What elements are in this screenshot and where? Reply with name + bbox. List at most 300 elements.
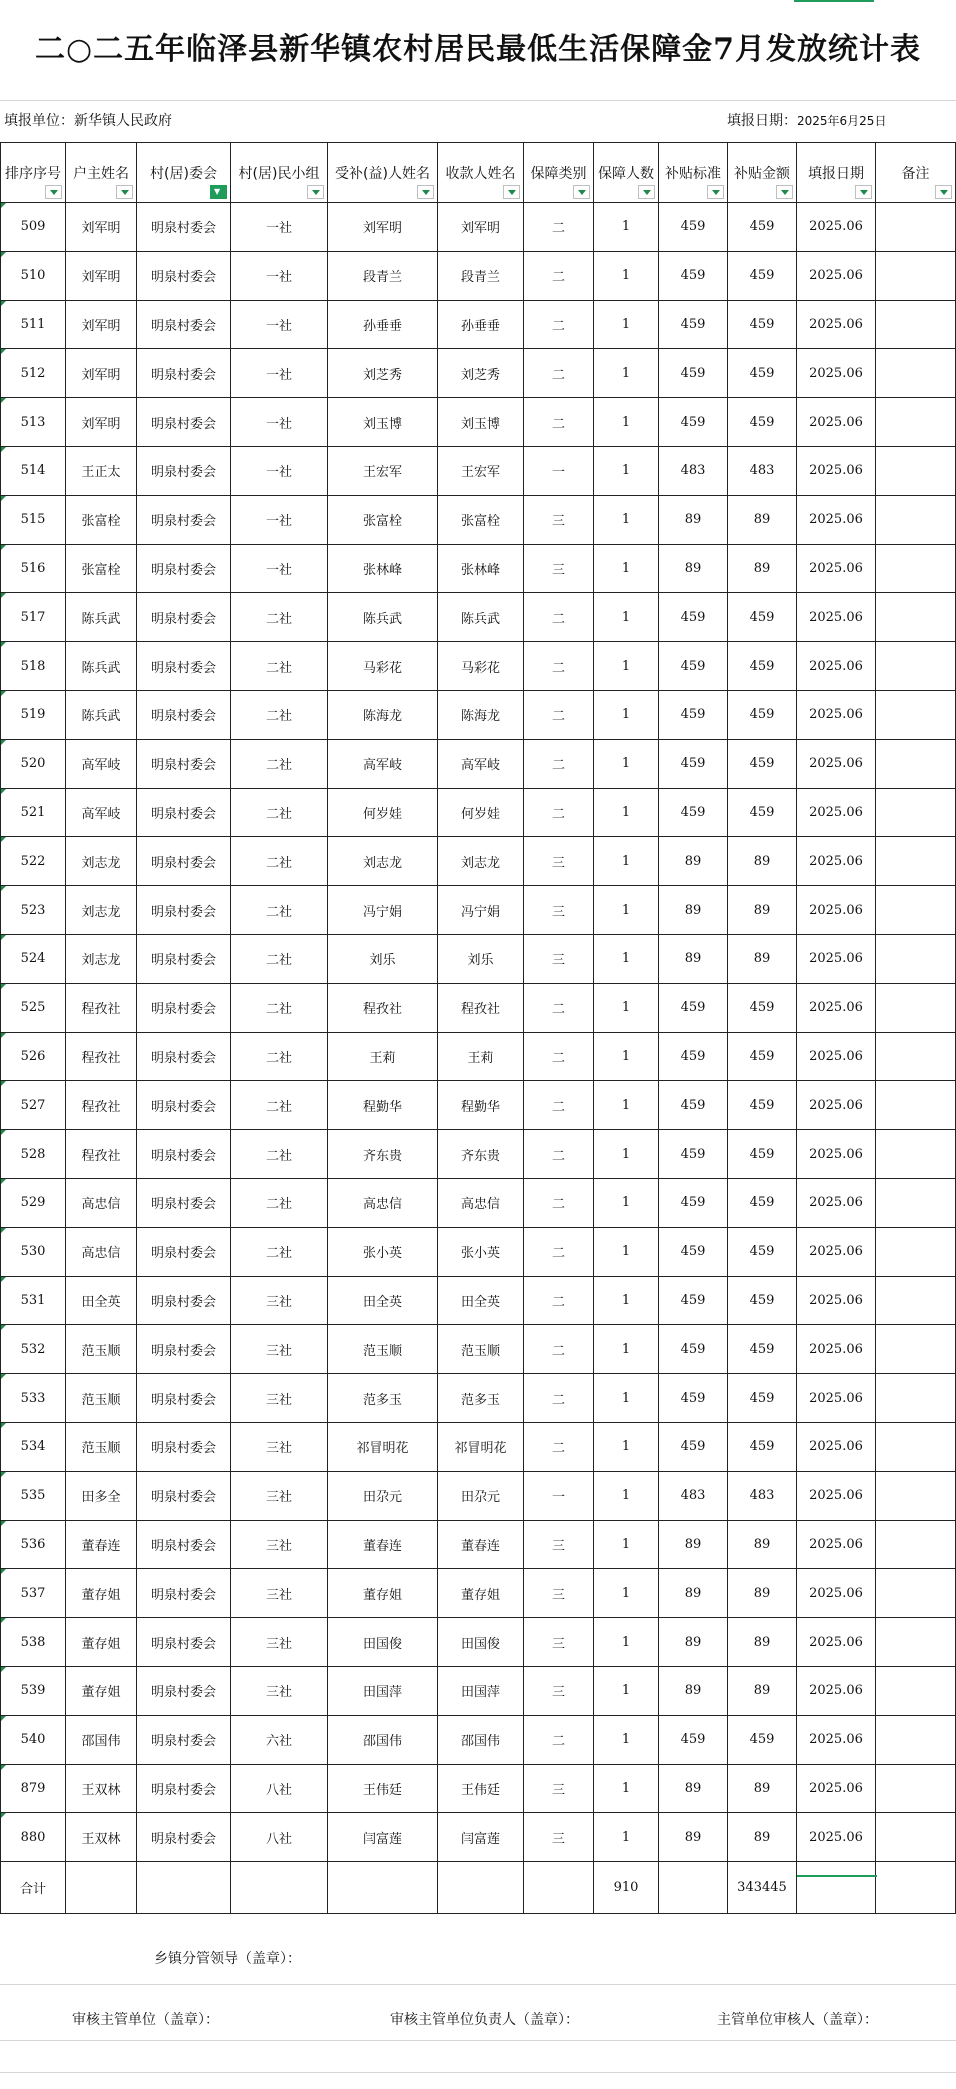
table-cell[interactable]: 明泉村委会	[137, 1227, 231, 1276]
table-cell[interactable]: 2025.06	[797, 1276, 876, 1325]
table-cell[interactable]: 1	[594, 398, 659, 447]
table-cell[interactable]: 田国萍	[438, 1666, 524, 1715]
table-cell[interactable]: 459	[659, 251, 728, 300]
table-cell[interactable]: 三	[524, 495, 594, 544]
dropdown-filter-icon[interactable]	[45, 185, 62, 199]
dropdown-filter-icon[interactable]	[307, 185, 324, 199]
table-cell[interactable]: 459	[728, 1227, 797, 1276]
table-cell[interactable]: 1	[594, 1813, 659, 1862]
table-cell[interactable]: 2025.06	[797, 1813, 876, 1862]
table-cell[interactable]: 明泉村委会	[137, 1032, 231, 1081]
table-cell[interactable]	[876, 983, 956, 1032]
summary-amount[interactable]: 343445	[728, 1862, 797, 1914]
table-cell[interactable]: 三社	[231, 1374, 328, 1423]
table-cell[interactable]: 1	[594, 1471, 659, 1520]
column-header[interactable]	[137, 143, 231, 203]
table-cell[interactable]: 明泉村委会	[137, 1178, 231, 1227]
table-cell[interactable]: 三	[524, 544, 594, 593]
table-cell[interactable]: 2025.06	[797, 544, 876, 593]
table-cell[interactable]: 王双林	[66, 1764, 137, 1813]
table-cell[interactable]: 2025.06	[797, 1374, 876, 1423]
column-header[interactable]	[524, 143, 594, 203]
table-cell[interactable]: 1	[594, 788, 659, 837]
table-cell[interactable]	[876, 398, 956, 447]
table-cell[interactable]: 89	[659, 495, 728, 544]
table-cell[interactable]: 1	[594, 690, 659, 739]
table-cell[interactable]: 董存姐	[66, 1618, 137, 1667]
table-cell[interactable]: 483	[728, 446, 797, 495]
table-cell[interactable]: 段青兰	[438, 251, 524, 300]
table-cell[interactable]	[876, 1422, 956, 1471]
table-cell[interactable]: 二社	[231, 739, 328, 788]
table-cell[interactable]	[876, 1813, 956, 1862]
table-cell[interactable]	[876, 837, 956, 886]
table-cell[interactable]: 二	[524, 349, 594, 398]
table-cell[interactable]: 2025.06	[797, 788, 876, 837]
table-cell[interactable]: 2025.06	[797, 300, 876, 349]
table-cell[interactable]: 459	[728, 739, 797, 788]
table-cell[interactable]: 2025.06	[797, 1618, 876, 1667]
table-cell[interactable]: 518	[1, 642, 66, 691]
table-cell[interactable]: 陈兵武	[438, 593, 524, 642]
table-cell[interactable]: 459	[659, 1227, 728, 1276]
table-cell[interactable]: 范玉顺	[438, 1325, 524, 1374]
table-cell[interactable]: 程孜社	[328, 983, 438, 1032]
table-cell[interactable]: 524	[1, 934, 66, 983]
table-cell[interactable]: 2025.06	[797, 1520, 876, 1569]
table-cell[interactable]: 459	[728, 1130, 797, 1179]
table-cell[interactable]: 89	[728, 544, 797, 593]
table-cell[interactable]	[876, 544, 956, 593]
table-cell[interactable]: 2025.06	[797, 1130, 876, 1179]
table-cell[interactable]: 范玉顺	[66, 1325, 137, 1374]
table-cell[interactable]: 张林峰	[328, 544, 438, 593]
table-cell[interactable]: 刘玉博	[328, 398, 438, 447]
table-cell[interactable]: 一社	[231, 349, 328, 398]
table-cell[interactable]: 明泉村委会	[137, 1471, 231, 1520]
table-cell[interactable]: 89	[659, 1520, 728, 1569]
table-cell[interactable]	[876, 1032, 956, 1081]
dropdown-filter-icon[interactable]	[707, 185, 724, 199]
table-cell[interactable]: 刘乐	[328, 934, 438, 983]
table-cell[interactable]: 89	[659, 1813, 728, 1862]
table-cell[interactable]: 89	[728, 1666, 797, 1715]
table-cell[interactable]: 二	[524, 1032, 594, 1081]
table-cell[interactable]: 陈兵武	[328, 593, 438, 642]
table-cell[interactable]: 刘芝秀	[438, 349, 524, 398]
table-cell[interactable]: 程孜社	[66, 1032, 137, 1081]
table-cell[interactable]: 459	[659, 739, 728, 788]
table-cell[interactable]: 459	[728, 593, 797, 642]
table-cell[interactable]: 三社	[231, 1276, 328, 1325]
table-cell[interactable]: 程孜社	[66, 1081, 137, 1130]
table-cell[interactable]: 二	[524, 1325, 594, 1374]
table-cell[interactable]: 2025.06	[797, 446, 876, 495]
table-cell[interactable]: 闫富莲	[438, 1813, 524, 1862]
table-cell[interactable]: 一社	[231, 544, 328, 593]
table-cell[interactable]: 459	[659, 1276, 728, 1325]
table-cell[interactable]: 89	[659, 886, 728, 935]
table-cell[interactable]: 一社	[231, 203, 328, 252]
table-cell[interactable]: 509	[1, 203, 66, 252]
table-cell[interactable]: 459	[728, 642, 797, 691]
table-cell[interactable]: 2025.06	[797, 593, 876, 642]
table-cell[interactable]: 459	[659, 398, 728, 447]
table-cell[interactable]: 三	[524, 1813, 594, 1862]
table-cell[interactable]: 董春连	[328, 1520, 438, 1569]
table-cell[interactable]: 537	[1, 1569, 66, 1618]
table-cell[interactable]	[876, 593, 956, 642]
table-cell[interactable]: 529	[1, 1178, 66, 1227]
table-cell[interactable]: 董存姐	[438, 1569, 524, 1618]
table-cell[interactable]: 1	[594, 495, 659, 544]
table-cell[interactable]: 二	[524, 251, 594, 300]
table-cell[interactable]: 明泉村委会	[137, 788, 231, 837]
table-cell[interactable]: 521	[1, 788, 66, 837]
table-cell[interactable]: 525	[1, 983, 66, 1032]
table-cell[interactable]: 刘军明	[438, 203, 524, 252]
table-cell[interactable]: 三社	[231, 1618, 328, 1667]
table-cell[interactable]: 程孜社	[66, 983, 137, 1032]
table-cell[interactable]: 89	[659, 1618, 728, 1667]
table-cell[interactable]: 526	[1, 1032, 66, 1081]
column-header[interactable]	[328, 143, 438, 203]
table-cell[interactable]: 89	[659, 1569, 728, 1618]
table-cell[interactable]: 459	[728, 1325, 797, 1374]
table-cell[interactable]: 邵国伟	[66, 1715, 137, 1764]
table-cell[interactable]: 高忠信	[66, 1227, 137, 1276]
table-cell[interactable]: 二社	[231, 1032, 328, 1081]
column-header[interactable]	[231, 143, 328, 203]
table-cell[interactable]: 明泉村委会	[137, 1520, 231, 1569]
table-cell[interactable]: 陈兵武	[66, 690, 137, 739]
table-cell[interactable]: 田尕元	[328, 1471, 438, 1520]
table-cell[interactable]: 2025.06	[797, 1032, 876, 1081]
table-cell[interactable]: 高军岐	[66, 788, 137, 837]
table-cell[interactable]: 2025.06	[797, 1471, 876, 1520]
table-cell[interactable]: 祁冒明花	[438, 1422, 524, 1471]
table-cell[interactable]	[876, 495, 956, 544]
table-cell[interactable]: 陈兵武	[66, 642, 137, 691]
table-cell[interactable]: 邵国伟	[438, 1715, 524, 1764]
table-cell[interactable]: 2025.06	[797, 1764, 876, 1813]
table-cell[interactable]: 高忠信	[328, 1178, 438, 1227]
table-cell[interactable]: 1	[594, 203, 659, 252]
table-cell[interactable]: 520	[1, 739, 66, 788]
column-header[interactable]	[1, 143, 66, 203]
table-cell[interactable]: 89	[728, 495, 797, 544]
table-cell[interactable]: 田全英	[328, 1276, 438, 1325]
table-cell[interactable]	[876, 1130, 956, 1179]
table-cell[interactable]: 2025.06	[797, 1715, 876, 1764]
table-cell[interactable]: 459	[728, 690, 797, 739]
table-cell[interactable]: 明泉村委会	[137, 1276, 231, 1325]
table-cell[interactable]: 535	[1, 1471, 66, 1520]
table-cell[interactable]: 1	[594, 1227, 659, 1276]
table-cell[interactable]: 明泉村委会	[137, 1569, 231, 1618]
table-cell[interactable]: 祁冒明花	[328, 1422, 438, 1471]
table-cell[interactable]: 459	[728, 300, 797, 349]
table-cell[interactable]: 89	[728, 837, 797, 886]
table-cell[interactable]: 2025.06	[797, 837, 876, 886]
table-cell[interactable]: 陈海龙	[438, 690, 524, 739]
table-cell[interactable]: 闫富莲	[328, 1813, 438, 1862]
table-cell[interactable]: 二	[524, 203, 594, 252]
table-cell[interactable]: 明泉村委会	[137, 1374, 231, 1423]
dropdown-filter-icon[interactable]	[573, 185, 590, 199]
dropdown-filter-icon[interactable]	[935, 185, 952, 199]
table-cell[interactable]: 二	[524, 690, 594, 739]
table-cell[interactable]: 539	[1, 1666, 66, 1715]
table-cell[interactable]: 1	[594, 1081, 659, 1130]
table-cell[interactable]: 孙垂垂	[438, 300, 524, 349]
table-cell[interactable]: 530	[1, 1227, 66, 1276]
table-cell[interactable]: 459	[728, 349, 797, 398]
table-cell[interactable]: 二	[524, 1715, 594, 1764]
table-cell[interactable]: 王宏军	[438, 446, 524, 495]
table-cell[interactable]: 高忠信	[66, 1178, 137, 1227]
table-cell[interactable]: 二社	[231, 1178, 328, 1227]
table-cell[interactable]: 明泉村委会	[137, 1618, 231, 1667]
table-cell[interactable]: 89	[728, 1520, 797, 1569]
table-cell[interactable]: 马彩花	[438, 642, 524, 691]
table-cell[interactable]: 三社	[231, 1422, 328, 1471]
table-cell[interactable]: 89	[728, 934, 797, 983]
table-cell[interactable]: 519	[1, 690, 66, 739]
table-cell[interactable]: 2025.06	[797, 1178, 876, 1227]
table-cell[interactable]: 刘玉博	[438, 398, 524, 447]
table-cell[interactable]: 明泉村委会	[137, 1130, 231, 1179]
table-cell[interactable]: 89	[659, 1764, 728, 1813]
table-cell[interactable]: 89	[728, 1569, 797, 1618]
table-cell[interactable]: 2025.06	[797, 1081, 876, 1130]
dropdown-filter-icon[interactable]	[116, 185, 133, 199]
table-cell[interactable]: 1	[594, 1666, 659, 1715]
table-cell[interactable]: 明泉村委会	[137, 251, 231, 300]
table-cell[interactable]: 程孜社	[438, 983, 524, 1032]
table-cell[interactable]: 2025.06	[797, 1422, 876, 1471]
table-cell[interactable]: 明泉村委会	[137, 593, 231, 642]
column-header[interactable]	[659, 143, 728, 203]
table-cell[interactable]: 程勤华	[438, 1081, 524, 1130]
table-cell[interactable]: 89	[728, 886, 797, 935]
table-cell[interactable]: 483	[659, 1471, 728, 1520]
table-cell[interactable]: 2025.06	[797, 495, 876, 544]
table-cell[interactable]: 范多玉	[328, 1374, 438, 1423]
table-cell[interactable]: 2025.06	[797, 203, 876, 252]
table-cell[interactable]: 高军岐	[66, 739, 137, 788]
table-cell[interactable]: 1	[594, 446, 659, 495]
table-cell[interactable]: 459	[728, 1374, 797, 1423]
table-cell[interactable]: 董春连	[438, 1520, 524, 1569]
table-cell[interactable]: 515	[1, 495, 66, 544]
table-cell[interactable]	[876, 739, 956, 788]
table-cell[interactable]: 二	[524, 739, 594, 788]
table-cell[interactable]: 刘志龙	[66, 837, 137, 886]
table-cell[interactable]: 513	[1, 398, 66, 447]
table-cell[interactable]: 张富栓	[328, 495, 438, 544]
table-cell[interactable]: 董存姐	[66, 1666, 137, 1715]
table-cell[interactable]: 1	[594, 739, 659, 788]
table-cell[interactable]: 528	[1, 1130, 66, 1179]
table-cell[interactable]: 明泉村委会	[137, 1422, 231, 1471]
table-cell[interactable]: 89	[659, 544, 728, 593]
dropdown-filter-icon[interactable]	[855, 185, 872, 199]
table-cell[interactable]: 511	[1, 300, 66, 349]
table-cell[interactable]: 459	[659, 1374, 728, 1423]
table-cell[interactable]	[876, 1569, 956, 1618]
table-cell[interactable]	[876, 690, 956, 739]
table-cell[interactable]: 459	[728, 788, 797, 837]
table-cell[interactable]	[876, 251, 956, 300]
table-cell[interactable]: 2025.06	[797, 642, 876, 691]
table-cell[interactable]: 二社	[231, 837, 328, 886]
table-cell[interactable]: 董存姐	[328, 1569, 438, 1618]
table-cell[interactable]: 二	[524, 1227, 594, 1276]
table-cell[interactable]: 高忠信	[438, 1178, 524, 1227]
table-cell[interactable]: 510	[1, 251, 66, 300]
table-cell[interactable]: 1	[594, 1569, 659, 1618]
table-cell[interactable]: 1	[594, 1178, 659, 1227]
table-cell[interactable]: 1	[594, 544, 659, 593]
table-cell[interactable]: 533	[1, 1374, 66, 1423]
table-cell[interactable]: 459	[728, 251, 797, 300]
table-cell[interactable]: 高军岐	[328, 739, 438, 788]
table-cell[interactable]	[876, 886, 956, 935]
table-cell[interactable]: 王双林	[66, 1813, 137, 1862]
table-cell[interactable]	[876, 934, 956, 983]
table-cell[interactable]: 明泉村委会	[137, 203, 231, 252]
column-header[interactable]	[797, 143, 876, 203]
table-cell[interactable]: 459	[728, 1032, 797, 1081]
table-cell[interactable]: 六社	[231, 1715, 328, 1764]
table-cell[interactable]: 二	[524, 593, 594, 642]
table-cell[interactable]	[876, 1715, 956, 1764]
table-cell[interactable]: 1	[594, 983, 659, 1032]
table-cell[interactable]: 三	[524, 1618, 594, 1667]
table-cell[interactable]: 孙垂垂	[328, 300, 438, 349]
table-cell[interactable]: 二社	[231, 1227, 328, 1276]
table-cell[interactable]: 459	[659, 1422, 728, 1471]
table-cell[interactable]: 冯宁娟	[438, 886, 524, 935]
table-cell[interactable]: 高军岐	[438, 739, 524, 788]
table-cell[interactable]: 二社	[231, 788, 328, 837]
table-cell[interactable]	[876, 1178, 956, 1227]
table-cell[interactable]: 459	[659, 1325, 728, 1374]
table-cell[interactable]: 明泉村委会	[137, 739, 231, 788]
table-cell[interactable]	[876, 446, 956, 495]
table-cell[interactable]: 1	[594, 1764, 659, 1813]
table-cell[interactable]: 明泉村委会	[137, 983, 231, 1032]
table-cell[interactable]	[876, 300, 956, 349]
table-cell[interactable]: 冯宁娟	[328, 886, 438, 935]
table-cell[interactable]: 二社	[231, 934, 328, 983]
table-cell[interactable]: 1	[594, 886, 659, 935]
table-cell[interactable]: 459	[659, 1081, 728, 1130]
summary-label[interactable]: 合计	[1, 1862, 66, 1914]
table-cell[interactable]: 一社	[231, 300, 328, 349]
table-cell[interactable]: 明泉村委会	[137, 349, 231, 398]
table-cell[interactable]: 483	[728, 1471, 797, 1520]
table-cell[interactable]: 1	[594, 593, 659, 642]
table-cell[interactable]: 何岁娃	[438, 788, 524, 837]
table-cell[interactable]: 459	[659, 349, 728, 398]
table-cell[interactable]: 三	[524, 837, 594, 886]
table-cell[interactable]: 一社	[231, 398, 328, 447]
table-cell[interactable]: 王宏军	[328, 446, 438, 495]
table-cell[interactable]: 明泉村委会	[137, 1325, 231, 1374]
table-cell[interactable]: 1	[594, 1374, 659, 1423]
table-cell[interactable]: 1	[594, 934, 659, 983]
table-cell[interactable]: 2025.06	[797, 1569, 876, 1618]
table-cell[interactable]: 459	[728, 398, 797, 447]
table-cell[interactable]: 明泉村委会	[137, 1764, 231, 1813]
table-cell[interactable]: 田国萍	[328, 1666, 438, 1715]
table-cell[interactable]: 王伟廷	[328, 1764, 438, 1813]
active-filter-icon[interactable]	[210, 185, 227, 199]
table-cell[interactable]: 刘军明	[66, 203, 137, 252]
table-cell[interactable]: 三	[524, 886, 594, 935]
table-cell[interactable]: 刘志龙	[328, 837, 438, 886]
table-cell[interactable]: 459	[659, 300, 728, 349]
table-cell[interactable]: 459	[728, 1422, 797, 1471]
table-cell[interactable]: 540	[1, 1715, 66, 1764]
table-cell[interactable]: 2025.06	[797, 1325, 876, 1374]
dropdown-filter-icon[interactable]	[638, 185, 655, 199]
table-cell[interactable]: 明泉村委会	[137, 300, 231, 349]
table-cell[interactable]: 田全英	[438, 1276, 524, 1325]
table-cell[interactable]: 明泉村委会	[137, 1715, 231, 1764]
table-cell[interactable]: 2025.06	[797, 934, 876, 983]
table-cell[interactable]: 512	[1, 349, 66, 398]
table-cell[interactable]: 八社	[231, 1764, 328, 1813]
table-cell[interactable]: 1	[594, 1032, 659, 1081]
table-cell[interactable]: 523	[1, 886, 66, 935]
table-cell[interactable]: 1	[594, 1325, 659, 1374]
table-cell[interactable]: 明泉村委会	[137, 398, 231, 447]
table-cell[interactable]: 田尕元	[438, 1471, 524, 1520]
table-cell[interactable]: 89	[659, 1666, 728, 1715]
table-cell[interactable]: 刘军明	[66, 251, 137, 300]
table-cell[interactable]: 459	[659, 1178, 728, 1227]
table-cell[interactable]: 一	[524, 1471, 594, 1520]
table-cell[interactable]: 三	[524, 1764, 594, 1813]
table-cell[interactable]: 1	[594, 642, 659, 691]
table-cell[interactable]: 程勤华	[328, 1081, 438, 1130]
table-cell[interactable]: 一社	[231, 495, 328, 544]
table-cell[interactable]: 段青兰	[328, 251, 438, 300]
table-cell[interactable]: 田全英	[66, 1276, 137, 1325]
table-cell[interactable]: 明泉村委会	[137, 934, 231, 983]
table-cell[interactable]: 89	[728, 1764, 797, 1813]
column-header[interactable]	[728, 143, 797, 203]
table-cell[interactable]: 王正太	[66, 446, 137, 495]
table-cell[interactable]: 范玉顺	[66, 1374, 137, 1423]
table-cell[interactable]: 张富栓	[66, 495, 137, 544]
table-cell[interactable]: 二社	[231, 1130, 328, 1179]
table-cell[interactable]: 534	[1, 1422, 66, 1471]
table-cell[interactable]: 1	[594, 1276, 659, 1325]
table-cell[interactable]: 532	[1, 1325, 66, 1374]
table-cell[interactable]	[876, 1471, 956, 1520]
table-cell[interactable]: 459	[659, 642, 728, 691]
table-cell[interactable]	[876, 1520, 956, 1569]
table-cell[interactable]: 陈海龙	[328, 690, 438, 739]
table-cell[interactable]: 89	[659, 837, 728, 886]
table-cell[interactable]: 879	[1, 1764, 66, 1813]
dropdown-filter-icon[interactable]	[503, 185, 520, 199]
table-cell[interactable]: 田国俊	[328, 1618, 438, 1667]
